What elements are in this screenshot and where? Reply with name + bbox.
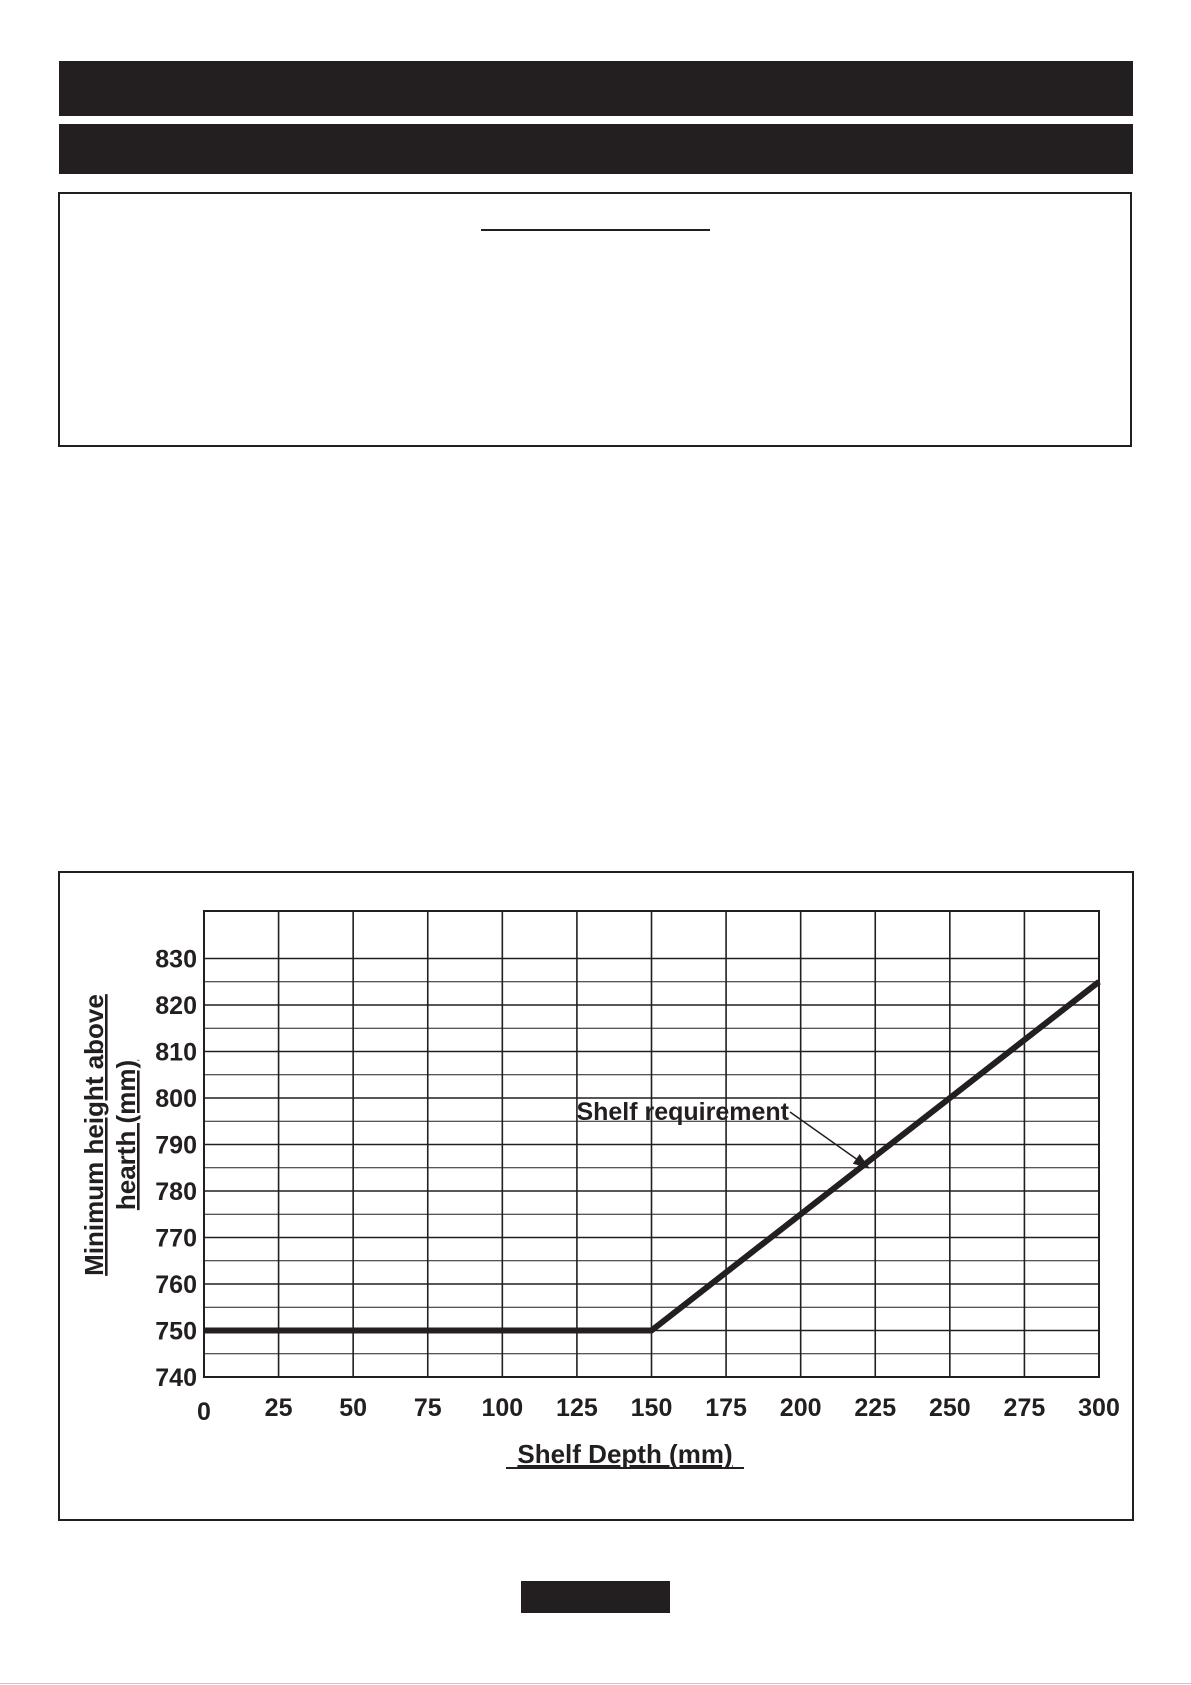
x-tick-label: 200	[779, 1394, 822, 1422]
x-tick-label: 275	[1003, 1394, 1046, 1422]
page-number-tab	[521, 1581, 670, 1613]
y-axis-title-line: hearth (mm)	[111, 1059, 141, 1211]
x-tick-label: 300	[1078, 1394, 1120, 1422]
y-tick-label: 820	[155, 992, 197, 1020]
y-tick-label: 810	[155, 1038, 197, 1067]
y-tick-label: 750	[155, 1317, 197, 1346]
chart-grid	[204, 911, 1099, 1377]
x-tick-label: 150	[630, 1394, 673, 1422]
annotation-label: Shelf requirement	[576, 1098, 789, 1126]
x-tick-label: 75	[413, 1394, 442, 1422]
y-axis-title	[79, 994, 141, 1276]
x-tick-label: 250	[928, 1394, 971, 1422]
x-tick-label: 225	[854, 1394, 897, 1422]
y-tick-label: 780	[155, 1178, 197, 1206]
x-tick-label: 175	[705, 1394, 747, 1422]
y-tick-label: 770	[155, 1224, 197, 1253]
x-tick-label: 100	[481, 1394, 524, 1422]
y-axis-title-line: Minimum height above	[79, 994, 109, 1276]
y-tick-label: 790	[155, 1131, 197, 1160]
x-axis-title: Shelf Depth (mm)	[517, 1439, 733, 1469]
x-tick-label: 0	[197, 1398, 211, 1426]
y-tick-label: 760	[155, 1271, 197, 1299]
y-tick-label: 800	[155, 1085, 197, 1113]
x-tick-label: 25	[264, 1394, 293, 1422]
bottom-rule	[0, 1683, 1191, 1684]
y-tick-label: 740	[155, 1364, 197, 1392]
x-tick-label: 50	[339, 1394, 368, 1422]
x-tick-label: 125	[556, 1394, 598, 1422]
y-tick-label: 830	[155, 945, 197, 974]
